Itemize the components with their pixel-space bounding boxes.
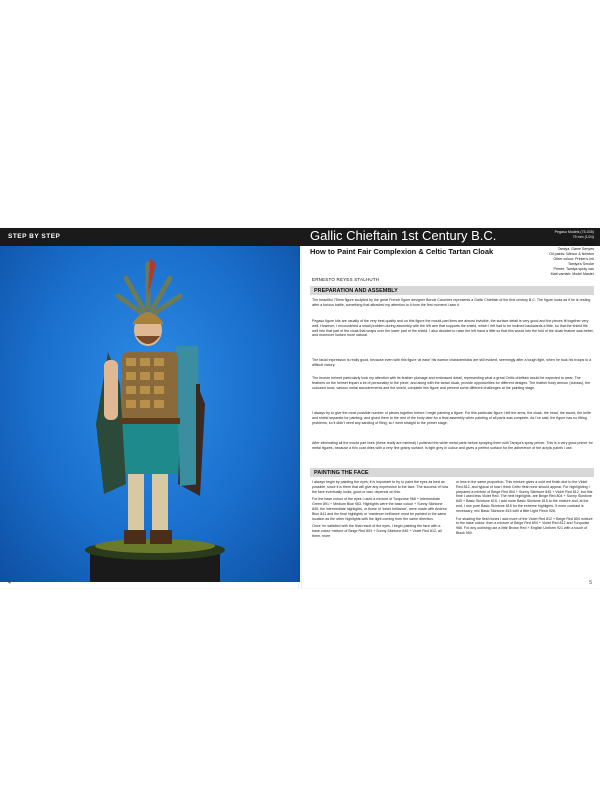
article-title: Gallic Chieftain 1st Century B.C. [310, 228, 497, 243]
right-page [300, 228, 600, 588]
body-paragraph: I always begin by painting the eyes; it is important to try to paint the eyes as best as possible, since it is them that will give any expression to the face. The success of how the face eventually looks, good or bad, depends on this. [312, 480, 449, 494]
body-paragraph: Pegaso figure kits are usually of the very best quality and on this figure the mould-part lines are almost invisible, the surface detail is very good and the pieces fit together very well. However, I encountered a small problem during assembly with the left arm that supports the shield, which I felt had to be inclined backwards a little, so that the shield fits well into that part of the cloak that wraps over the lower part of the shield. I also decided to raise the left hand a little so that this would into the fold of the cloak feature was better, and moreover looked more natural. [312, 319, 594, 338]
body-paragraph: The beautiful 75mm figure sculpted by the great French figure designer Benoit Cauchies represents a Gallic Chieftain of the first century B.C. The figure looks as if he is resting after a furious battle, something that attracted my attention to it from the first moment I saw it. [312, 298, 591, 307]
column-right [456, 480, 593, 536]
credit-line: Primer: Tamiya spray can [553, 267, 594, 271]
section-heading-text: PAINTING THE FACE [314, 469, 369, 476]
body-paragraph: The bronze helmet particularly took my attention with its feather plumage and embossed detail, representing what a great Celtic chieftain would be expected to wear. The feathers on the helmet impart a lot of personality to the piece, and along with the tartan cloak, provide opportunities for different designs. The leather body armour (cuirass), the coloured tunic, various metal accoutrements and the shield, complete this figure and present some different challenges at the painting stage. [312, 376, 591, 390]
body-paragraph: I always try to give the most possible number of pieces together before I begin painting a figure. For this particular figure I left the arms, the cloak, the head, the sword, the knife and shield separate for painting, and glued them to the rest of the body later for a final assembly when painting of all parts was complete. As I've said, the figure has no fitting problems, so it didn't need any sanding of filing, so I went straight to the primer stage. [312, 411, 591, 425]
credit-line: Matt varnish: Model Master [550, 272, 594, 276]
credit-line: Oil paints: Winsor & Newton [549, 252, 594, 256]
step-by-step-bar [0, 228, 300, 246]
credit-line: Acrylic colours: Vallejo [558, 242, 594, 246]
section-label: STEP BY STEP [8, 233, 61, 240]
credit-line: 75 mm (1/24) [572, 235, 594, 239]
body-paragraph: For shading the flesh tones I add more of the Violet Red 812 + Beige Red 804 mixture to the base colour, then a mixture of Beige Red 804 + Violet Red 812 and Turquoise 966. For any outlining use a little Brown Red + English Uniform 921 with a touch of Black 950. [456, 516, 593, 535]
section-heading-painting-face [310, 468, 594, 477]
left-page [0, 228, 300, 588]
credit-line: Tamiya's Smoke [567, 262, 594, 266]
kit-credits [514, 230, 594, 277]
page-number-left: 4 [8, 580, 11, 586]
body-paragraph: or less in the same proportion. This mixture gives a cold red finish due to the Violet Red 812, and typical of how I think Celtic flesh tone should appear. For highlighting I prepared a mixture of Beige Red 804 + Sunny Skintone 845 + Violet Red 812, but this time I used less Violet Red. The next highlights, are Beige Red 804 + Sunny Skintone 845 + Basic Skintone 815. I add more Basic Skintone 815 to the mixture and, at the end, I use pure Basic Skintone 815 for the extreme highlights. If more contrast is necessary, mix Basic Skintone 815 with a little Light Flesh 928. [456, 480, 593, 513]
credit-line: Pegaso Models (75-035) [554, 230, 594, 234]
body-paragraph: Once I'm satisfied with the final result of the eyes, I begin painting the face with a base colour mixture of Beige Red 804 + Sunny Skintone 845 + Violet Red 812, all them, more [312, 524, 442, 538]
section-heading-preparation [310, 286, 594, 295]
body-paragraph: After eliminating all the mould part lines (these really are minimal) I polished the white metal parts before spraying them with Tamiya's spray primer. This is a very good primer for metal figures, because a thin coat dries with a very fine grainy surface, is light grey in colour and gives a perfect surface for the adherence of the acrylic paints I use. [312, 441, 593, 450]
column-left [312, 480, 449, 539]
magazine-spread [0, 228, 600, 588]
spine-gutter [298, 228, 302, 588]
body-paragraph: For the base colour of the eyes I used a mixture of Turquoise 966 + Intermediate Green 891 + Medium Blue 963. Highlights were the base colour + Sunny Skintone 845; the intermediate highlights, or those of 'lower brilliance', were made with Andrea Blue 841 and the final highlights or 'maximum brilliance' must be painted in the same location as the other highlights with the light coming from the same direction. [312, 497, 447, 521]
section-heading-text: PREPARATION AND ASSEMBLY [314, 287, 398, 294]
figure-photo [0, 234, 300, 582]
page-number-right: 5 [589, 580, 592, 586]
author-name: ERNESTO REYES STALHUTH [312, 277, 380, 282]
article-subtitle: How to Paint Fair Complexion & Celtic Tartan Cloak [310, 247, 494, 256]
body-paragraph: The facial expression is really good, because even with this figure 'at ease' his warrior characteristics are still evident, seemingly after a tough fight, when he took his troops to a difficult victory. [312, 358, 592, 367]
chieftain-figure-illustration [0, 234, 300, 582]
credit-line: Other colour: Printer's Ink [553, 257, 594, 261]
credit-line: Tamiya, Game Senyes [557, 247, 594, 251]
